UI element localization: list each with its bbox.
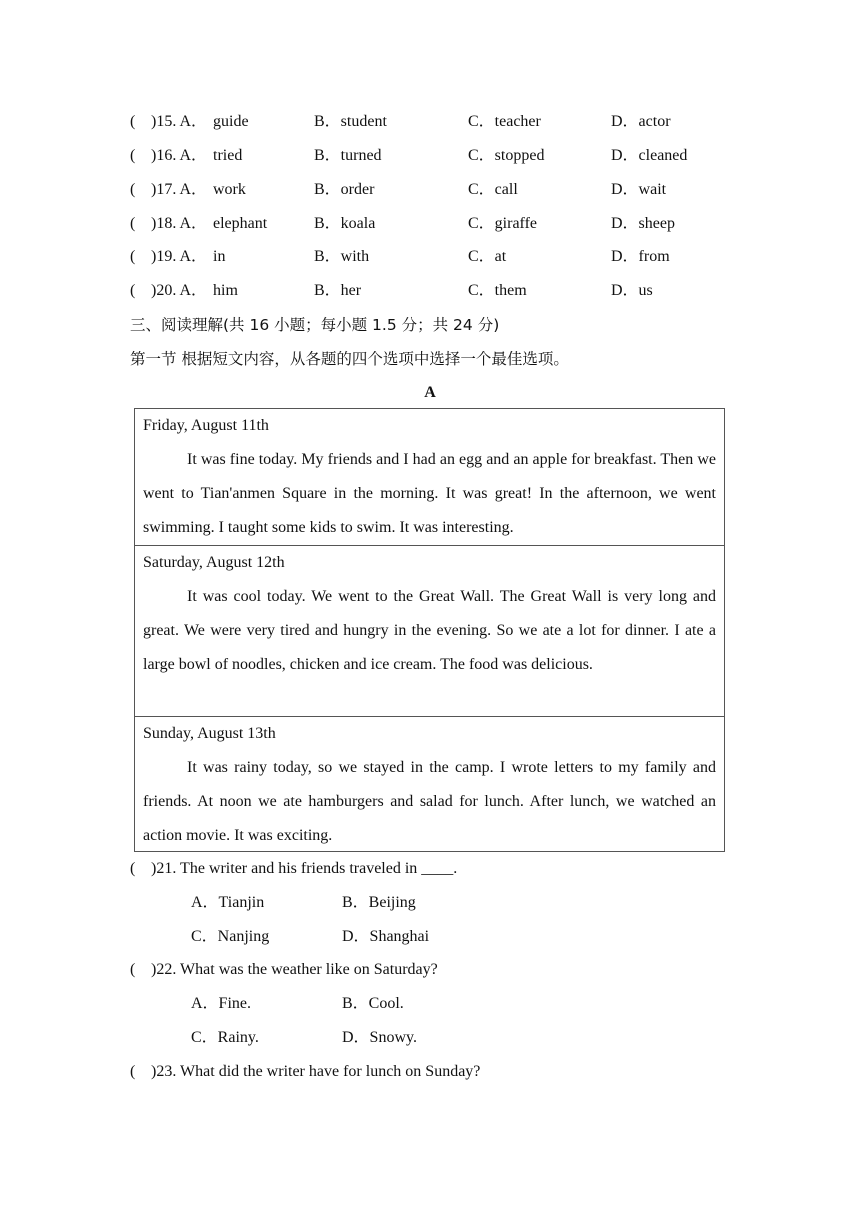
option-d: D．from bbox=[611, 248, 670, 265]
option-a: A．Tianjin bbox=[191, 894, 265, 911]
option-c: C．call bbox=[468, 181, 518, 198]
option-c: C．stopped bbox=[468, 147, 545, 164]
entry-text: It was rainy today, so we stayed in the camp. I wrote letters to my family and friends. At noon we ate hamburgers and salad for lunch. After lunch, we watched an action movie. It was exciting. bbox=[143, 759, 716, 844]
option-b: B．Beijing bbox=[342, 894, 416, 911]
answer-paren: ( bbox=[130, 1063, 136, 1080]
diary-entry-saturday bbox=[135, 546, 724, 717]
question-number: )19. A． bbox=[151, 248, 208, 265]
option-b: B．turned bbox=[314, 147, 382, 164]
option-a: him bbox=[213, 282, 238, 299]
answer-paren: ( bbox=[130, 282, 136, 299]
option-a: elephant bbox=[213, 215, 268, 232]
option-a: in bbox=[213, 248, 226, 265]
diary-entry-friday bbox=[135, 409, 724, 546]
option-d: D．us bbox=[611, 282, 653, 299]
entry-date: Saturday, August 12th bbox=[143, 554, 285, 571]
option-a: work bbox=[213, 181, 246, 198]
question-stem: )22. What was the weather like on Saturday? bbox=[151, 961, 438, 978]
question-stem: )23. What did the writer have for lunch on Sunday? bbox=[151, 1063, 481, 1080]
option-d: D．Shanghai bbox=[342, 928, 430, 945]
answer-paren: ( bbox=[130, 248, 136, 265]
section-title: 三、阅读理解(共 16 小题；每小题 1.5 分；共 24 分) bbox=[130, 316, 500, 334]
entry-text: It was cool today. We went to the Great Wall. The Great Wall is very long and great. We were very tired and hungry in the evening. So we ate a lot for dinner. I ate a large bowl of noodles, chicken and ice cream. The food was delicious. bbox=[143, 588, 716, 673]
option-c: C．giraffe bbox=[468, 215, 538, 232]
entry-date: Sunday, August 13th bbox=[143, 725, 276, 742]
option-b: B．Cool. bbox=[342, 995, 404, 1012]
option-d: D．cleaned bbox=[611, 147, 688, 164]
question-number: )18. A． bbox=[151, 215, 208, 232]
option-a: A．Fine. bbox=[191, 995, 252, 1012]
answer-paren: ( bbox=[130, 961, 136, 978]
answer-paren: ( bbox=[130, 181, 136, 198]
answer-paren: ( bbox=[130, 215, 136, 232]
option-d: D．sheep bbox=[611, 215, 675, 232]
option-b: B．her bbox=[314, 282, 362, 299]
entry-date: Friday, August 11th bbox=[143, 417, 269, 434]
option-c: C．Rainy. bbox=[191, 1029, 259, 1046]
option-b: B．with bbox=[314, 248, 370, 265]
passage-table bbox=[134, 408, 725, 852]
option-b: B．koala bbox=[314, 215, 376, 232]
question-stem: )21. The writer and his friends traveled in ____. bbox=[151, 860, 458, 877]
option-d: D．wait bbox=[611, 181, 667, 198]
option-c: C．teacher bbox=[468, 113, 541, 130]
passage-label: A bbox=[424, 384, 436, 401]
option-d: D．Snowy. bbox=[342, 1029, 417, 1046]
question-number: )15. A． bbox=[151, 113, 208, 130]
answer-paren: ( bbox=[130, 860, 136, 877]
question-number: )16. A． bbox=[151, 147, 208, 164]
option-c: C．at bbox=[468, 248, 507, 265]
subsection-instructions: 第一节 根据短文内容，从各题的四个选项中选择一个最佳选项。 bbox=[130, 350, 569, 368]
option-b: B．order bbox=[314, 181, 375, 198]
option-a: tried bbox=[213, 147, 243, 164]
answer-paren: ( bbox=[130, 113, 136, 130]
entry-text: It was fine today. My friends and I had an egg and an apple for breakfast. Then we went to Tian'anmen Square in the morning. It was great! In the afternoon, we went swimming. I taught some kids to swim. It was interesting. bbox=[143, 451, 716, 536]
question-number: )17. A． bbox=[151, 181, 208, 198]
option-c: C．them bbox=[468, 282, 527, 299]
answer-paren: ( bbox=[130, 147, 136, 164]
question-number: )20. A． bbox=[151, 282, 208, 299]
diary-entry-sunday bbox=[135, 717, 724, 851]
option-d: D．actor bbox=[611, 113, 671, 130]
option-a: guide bbox=[213, 113, 249, 130]
option-c: C．Nanjing bbox=[191, 928, 270, 945]
option-b: B．student bbox=[314, 113, 387, 130]
